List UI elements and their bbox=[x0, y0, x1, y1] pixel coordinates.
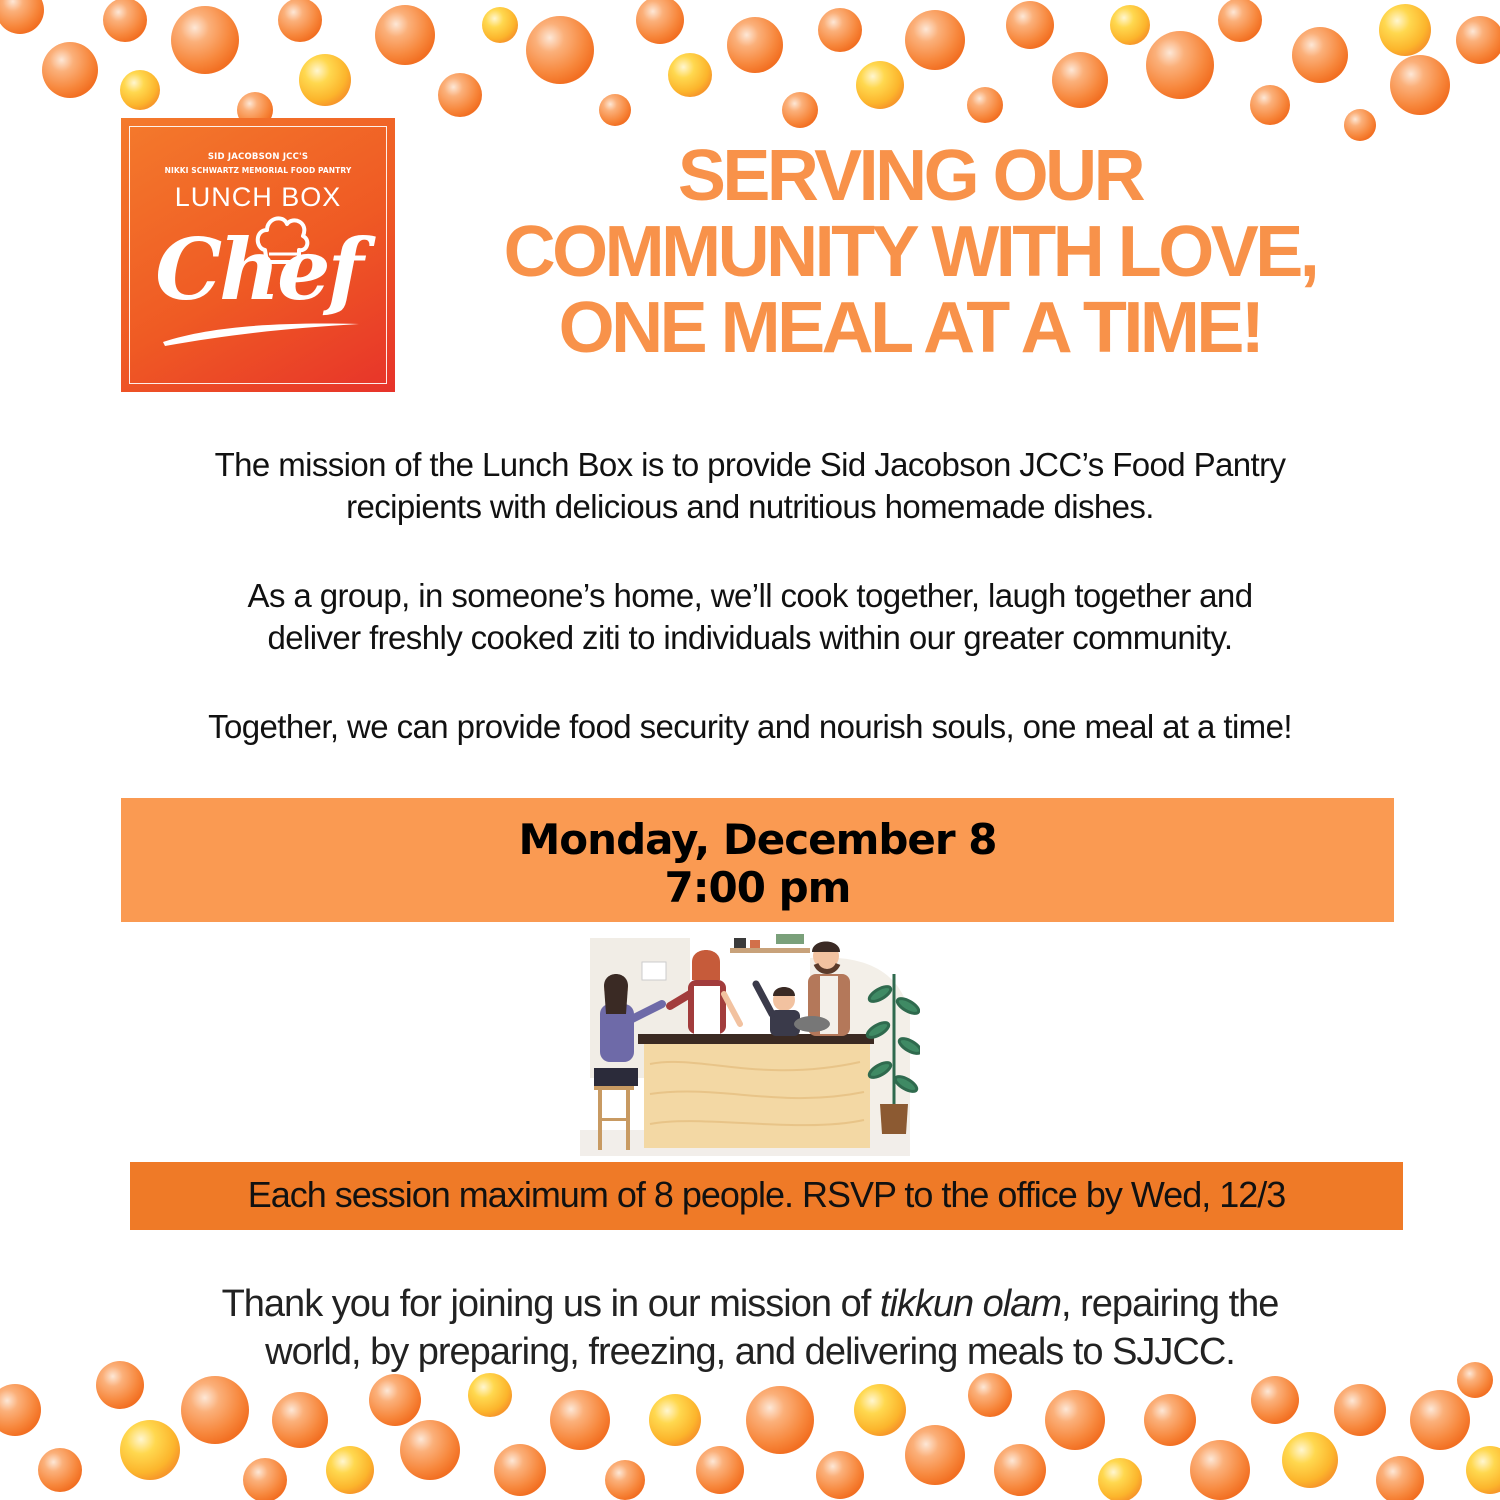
decorative-dot bbox=[649, 1394, 701, 1446]
decorative-dot bbox=[605, 1460, 645, 1500]
decorative-dot bbox=[636, 0, 684, 44]
decorative-dot bbox=[369, 1374, 421, 1426]
decorative-dot bbox=[816, 1451, 864, 1499]
decorative-dot bbox=[1457, 1362, 1493, 1398]
logo-swoosh-icon bbox=[161, 316, 361, 346]
decorative-dot bbox=[1006, 1, 1054, 49]
logo-title: LUNCH BOX bbox=[174, 182, 342, 212]
group-paragraph bbox=[80, 575, 1420, 659]
mission-line-1: The mission of the Lunch Box is to provide Sid Jacobson JCC’s Food Pantry bbox=[214, 446, 1286, 483]
decorative-dot bbox=[727, 17, 783, 73]
decorative-dot bbox=[1250, 85, 1290, 125]
thank-you-message bbox=[90, 1280, 1410, 1376]
decorative-dot bbox=[856, 61, 904, 109]
headline-line-2: COMMUNITY WITH LOVE, bbox=[503, 212, 1317, 292]
thanks-line-1 bbox=[90, 1280, 1410, 1328]
decorative-dot bbox=[1390, 55, 1450, 115]
logo-org-line-2: NIKKI SCHWARTZ MEMORIAL FOOD PANTRY bbox=[164, 166, 352, 175]
decorative-dot bbox=[1379, 4, 1431, 56]
headline bbox=[420, 138, 1400, 366]
decorative-dot bbox=[782, 92, 818, 128]
decorative-dot bbox=[668, 53, 712, 97]
thanks-suffix: , repairing the bbox=[1061, 1283, 1279, 1325]
decorative-dot bbox=[438, 73, 482, 117]
mission-paragraph bbox=[80, 444, 1420, 528]
decorative-dot bbox=[1045, 1390, 1105, 1450]
chef-hat-icon bbox=[253, 212, 313, 268]
decorative-dot bbox=[103, 0, 147, 42]
rsvp-banner bbox=[130, 1162, 1403, 1230]
decorative-dot bbox=[243, 1458, 287, 1500]
logo-org-line-1: SID JACOBSON JCC'S bbox=[207, 152, 309, 162]
decorative-dot bbox=[1282, 1432, 1338, 1488]
decorative-dot bbox=[278, 0, 322, 42]
decorative-dot bbox=[0, 1384, 41, 1436]
decorative-dot bbox=[696, 1446, 744, 1494]
decorative-dot bbox=[1251, 1376, 1299, 1424]
logo-script: Chef bbox=[155, 220, 361, 319]
mission-line-2: recipients with delicious and nutritious homemade dishes. bbox=[346, 488, 1154, 525]
decorative-dot bbox=[42, 42, 98, 98]
decorative-dot bbox=[967, 87, 1003, 123]
event-time: 7:00 pm bbox=[664, 863, 851, 912]
decorative-dot bbox=[468, 1373, 512, 1417]
decorative-dot bbox=[994, 1444, 1046, 1496]
decorative-dot bbox=[746, 1386, 814, 1454]
decorative-dot bbox=[1410, 1390, 1470, 1450]
decorative-dot bbox=[1110, 5, 1150, 45]
decorative-dot bbox=[1098, 1458, 1142, 1500]
together-line: Together, we can provide food security and nourish souls, one meal at a time! bbox=[208, 708, 1292, 745]
lunch-box-chef-logo bbox=[121, 118, 395, 392]
family-cooking-illustration bbox=[580, 934, 920, 1162]
decorative-dot bbox=[905, 1425, 965, 1485]
decorative-dot bbox=[905, 10, 965, 70]
decorative-dot bbox=[171, 6, 239, 74]
decorative-dot bbox=[375, 5, 435, 65]
decorative-dot bbox=[1190, 1440, 1250, 1500]
event-date-banner bbox=[121, 798, 1394, 922]
decorative-dot bbox=[1376, 1456, 1424, 1500]
decorative-dot bbox=[120, 70, 160, 110]
decorative-dot bbox=[968, 1373, 1012, 1417]
decorative-dot bbox=[1456, 16, 1500, 64]
decorative-dot bbox=[818, 8, 862, 52]
group-line-2: deliver freshly cooked ziti to individuals within our greater community. bbox=[267, 619, 1233, 656]
thanks-emphasis: tikkun olam bbox=[879, 1283, 1062, 1325]
decorative-dot bbox=[1218, 0, 1262, 42]
decorative-dot bbox=[299, 54, 351, 106]
decorative-dot bbox=[0, 0, 44, 34]
headline-line-3: ONE MEAL AT A TIME! bbox=[558, 288, 1262, 368]
decorative-dot bbox=[1144, 1394, 1196, 1446]
decorative-dot bbox=[272, 1392, 328, 1448]
together-paragraph bbox=[80, 706, 1420, 748]
decorative-dot bbox=[1466, 1446, 1500, 1494]
thanks-line-2: world, by preparing, freezing, and delivering meals to SJJCC. bbox=[265, 1331, 1235, 1373]
decorative-dot bbox=[550, 1390, 610, 1450]
decorative-dot bbox=[1344, 109, 1376, 141]
rsvp-text: Each session maximum of 8 people. RSVP to the office by Wed, 12/3 bbox=[247, 1174, 1286, 1215]
decorative-dot bbox=[1146, 31, 1214, 99]
decorative-dot bbox=[494, 1444, 546, 1496]
decorative-dot bbox=[120, 1420, 180, 1480]
decorative-dot bbox=[599, 94, 631, 126]
decorative-dot bbox=[1052, 52, 1108, 108]
decorative-dot bbox=[181, 1376, 249, 1444]
decorative-dot bbox=[400, 1420, 460, 1480]
group-line-1: As a group, in someone’s home, we’ll cook together, laugh together and bbox=[247, 577, 1253, 614]
headline-line-1: SERVING OUR bbox=[677, 136, 1143, 216]
decorative-dot bbox=[38, 1448, 82, 1492]
decorative-dot bbox=[326, 1446, 374, 1494]
decorative-dot bbox=[1334, 1384, 1386, 1436]
decorative-dot bbox=[1292, 27, 1348, 83]
thanks-prefix: Thank you for joining us in our mission of bbox=[221, 1283, 880, 1325]
decorative-dot bbox=[482, 7, 518, 43]
event-date: Monday, December 8 bbox=[518, 815, 997, 864]
decorative-dot bbox=[526, 16, 594, 84]
decorative-dot bbox=[854, 1384, 906, 1436]
